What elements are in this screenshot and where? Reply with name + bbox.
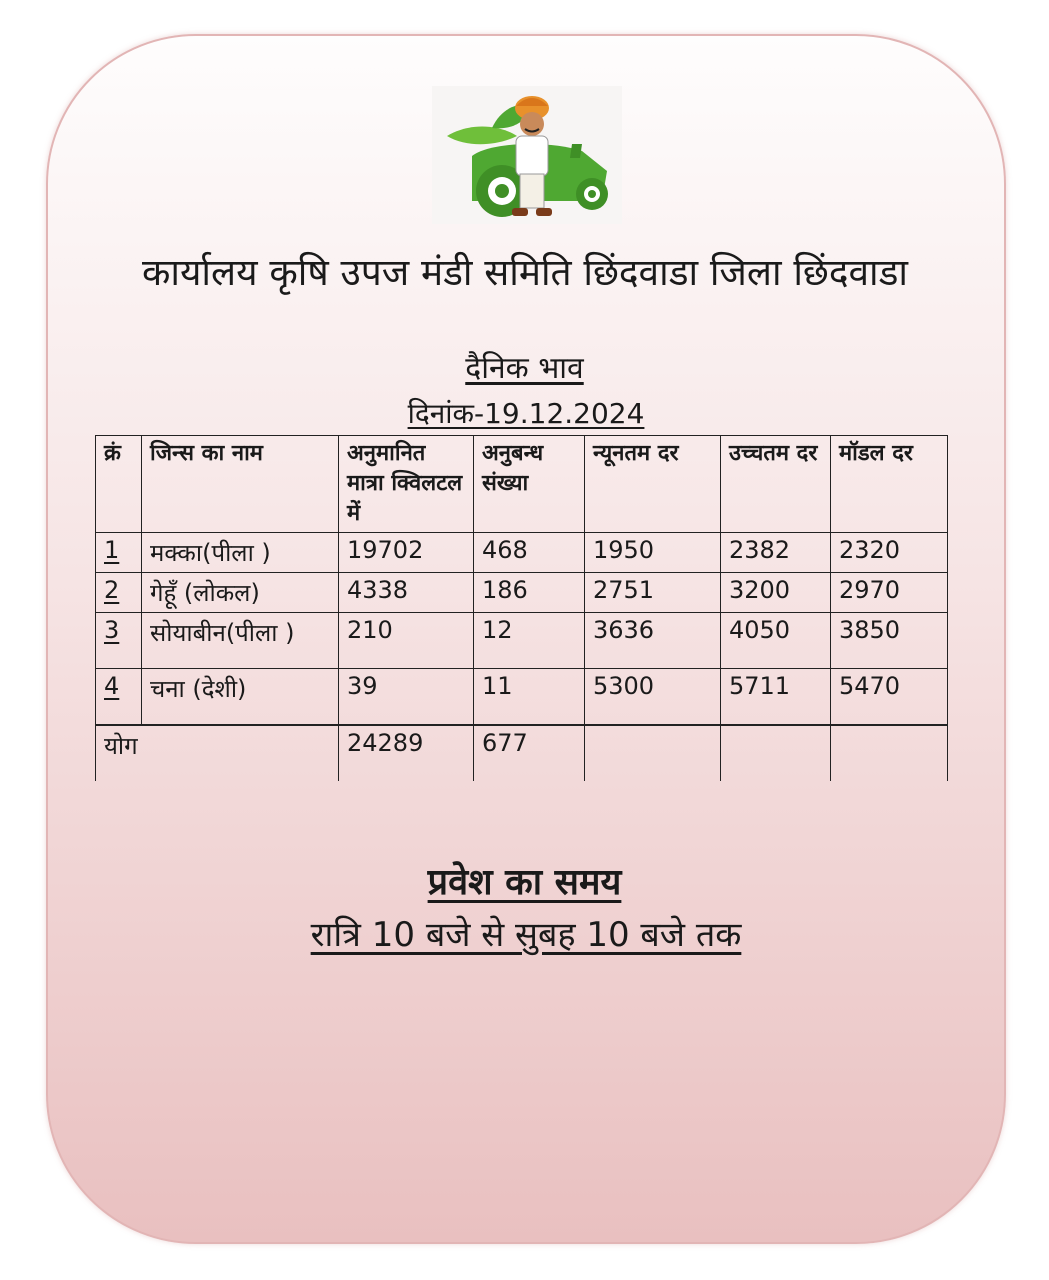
row-quantity: 19702 bbox=[339, 533, 474, 573]
row-commodity: मक्का(पीला ) bbox=[142, 533, 339, 573]
row-max-rate: 5711 bbox=[721, 669, 831, 725]
total-empty-cell bbox=[721, 725, 831, 781]
total-empty-cell bbox=[831, 725, 948, 781]
row-serial: 1 bbox=[96, 533, 142, 573]
row-max-rate: 3200 bbox=[721, 573, 831, 613]
table-row bbox=[96, 533, 948, 573]
total-quantity: 24289 bbox=[339, 725, 474, 781]
row-max-rate: 2382 bbox=[721, 533, 831, 573]
row-min-rate: 3636 bbox=[585, 613, 721, 669]
col-quantity: अनुमानित मात्रा क्विलटल में bbox=[339, 436, 474, 533]
table-row bbox=[96, 613, 948, 669]
total-empty-cell bbox=[585, 725, 721, 781]
row-serial: 4 bbox=[96, 669, 142, 725]
row-commodity: चना (देशी) bbox=[142, 669, 339, 725]
row-contracts: 12 bbox=[474, 613, 585, 669]
row-max-rate: 4050 bbox=[721, 613, 831, 669]
office-title: कार्यालय कृषि उपज मंडी समिति छिंदवाडा जिला छिंदवाडा bbox=[141, 251, 909, 294]
entry-time-heading: प्रवेश का समय bbox=[427, 862, 622, 903]
row-modal-rate: 2320 bbox=[831, 533, 948, 573]
col-commodity: जिन्स का नाम bbox=[142, 436, 339, 533]
col-modal-rate: मॉडल दर bbox=[831, 436, 948, 533]
rates-table bbox=[95, 435, 948, 781]
row-contracts: 186 bbox=[474, 573, 585, 613]
total-label: योग bbox=[96, 725, 339, 781]
row-min-rate: 5300 bbox=[585, 669, 721, 725]
row-commodity: गेहूँ (लोकल) bbox=[142, 573, 339, 613]
total-contracts: 677 bbox=[474, 725, 585, 781]
col-min-rate: न्यूनतम दर bbox=[585, 436, 721, 533]
row-contracts: 11 bbox=[474, 669, 585, 725]
row-quantity: 4338 bbox=[339, 573, 474, 613]
row-min-rate: 1950 bbox=[585, 533, 721, 573]
col-serial: क्रं bbox=[96, 436, 142, 533]
row-serial: 2 bbox=[96, 573, 142, 613]
daily-rates-heading: दैनिक भाव bbox=[465, 351, 584, 386]
row-min-rate: 2751 bbox=[585, 573, 721, 613]
row-modal-rate: 3850 bbox=[831, 613, 948, 669]
table-header-row bbox=[96, 436, 948, 533]
table-row bbox=[96, 573, 948, 613]
row-serial: 3 bbox=[96, 613, 142, 669]
row-modal-rate: 2970 bbox=[831, 573, 948, 613]
total-row bbox=[96, 725, 948, 781]
col-max-rate: उच्चतम दर bbox=[721, 436, 831, 533]
report-date: दिनांक-19.12.2024 bbox=[407, 397, 645, 430]
row-quantity: 210 bbox=[339, 613, 474, 669]
row-modal-rate: 5470 bbox=[831, 669, 948, 725]
table-row bbox=[96, 669, 948, 725]
farmer-tractor-logo-icon bbox=[432, 86, 622, 224]
row-quantity: 39 bbox=[339, 669, 474, 725]
col-contracts: अनुबन्ध संख्या bbox=[474, 436, 585, 533]
entry-time-range: रात्रि 10 बजे से सुबह 10 बजे तक bbox=[310, 915, 742, 955]
row-commodity: सोयाबीन(पीला ) bbox=[142, 613, 339, 669]
row-contracts: 468 bbox=[474, 533, 585, 573]
